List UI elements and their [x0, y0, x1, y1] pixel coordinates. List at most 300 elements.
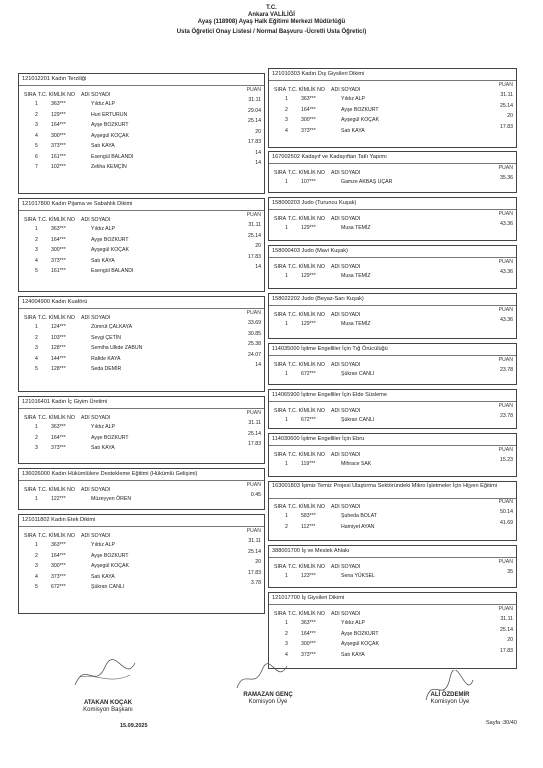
row-puan: 31.11 [248, 420, 261, 426]
header-puan: PUAN [498, 165, 513, 171]
course-section [268, 293, 517, 339]
table-row [269, 317, 516, 329]
row-sira: 1 [285, 96, 288, 102]
row-puan: 50.14 [500, 509, 513, 515]
row-sira: 1 [285, 620, 288, 626]
header-ad: ADI SOYADI [331, 87, 361, 93]
course-title: 114035000 İşitme Engelliler İçin Tığ Örücülüğü [269, 344, 516, 356]
row-puan: 30.85 [248, 330, 261, 337]
header-sira: SIRA [274, 362, 287, 368]
header-ad: ADI SOYADI [81, 533, 111, 539]
row-tc: 129*** [301, 273, 316, 279]
header-line-3: Ayaş (118908) Ayaş Halk Eğitimi Merkezi Müdürlüğü [197, 19, 346, 25]
header-sira: SIRA [24, 315, 37, 321]
header-puan: PUAN [246, 212, 261, 218]
row-name: Satı KAYA [91, 257, 115, 264]
course-title: 158000203 Judo (Turuncu Kuşak) [269, 198, 516, 210]
course-title: 121011802 Kadın Etek Dikimi [19, 515, 264, 527]
row-tc: 672*** [51, 584, 66, 590]
row-sira: 3 [285, 641, 288, 647]
table-row [269, 113, 516, 125]
header-puan: PUAN [246, 482, 261, 488]
row-tc: 373*** [301, 127, 316, 134]
row-puan: 43.36 [500, 221, 513, 227]
row-name: Şükran CANLI [91, 584, 125, 590]
table-row [19, 548, 264, 561]
course-section [268, 245, 517, 289]
signature-name: ATAKAN KOÇAK [83, 700, 133, 706]
header-puan: PUAN [498, 403, 513, 409]
row-name: Musa TEMİZ [341, 321, 371, 327]
row-name: Yıldız ALP [91, 542, 115, 548]
header-sira: SIRA [274, 264, 287, 270]
row-name: Zeliha KEMÇİN [91, 164, 127, 170]
row-tc: 102*** [51, 164, 66, 170]
row-puan: 17.83 [248, 569, 261, 576]
table-row [269, 569, 516, 581]
row-sira: 6 [35, 153, 38, 160]
header-line-2: Ankara VALİLİĞİ [248, 12, 295, 18]
row-tc: 363*** [51, 424, 66, 430]
row-sira: 1 [35, 542, 38, 548]
signature-title: Komisyon Başkanı [83, 707, 133, 713]
row-name: Yıldız ALP [341, 620, 365, 626]
header-tc: T.C. KİMLİK NO [288, 452, 325, 458]
course-title: 158022202 Judo (Beyaz-Sarı Kuşak) [269, 294, 516, 306]
row-puan: 14 [255, 362, 261, 368]
row-name: Ayşegül KOÇAK [341, 641, 379, 647]
row-name: Ayşegül KOÇAK [91, 563, 129, 569]
course-title: 121017800 Kadın Pijama ve Sabahlık Dikimi [19, 199, 264, 211]
table-row [19, 160, 264, 172]
row-tc: 583*** [301, 513, 316, 519]
row-sira: 4 [35, 257, 38, 264]
row-tc: 672*** [301, 371, 316, 377]
header-sira: SIRA [24, 415, 37, 421]
course-section [268, 545, 517, 588]
header-ad: ADI SOYADI [331, 504, 361, 510]
table-row [269, 637, 516, 649]
table-row [269, 413, 516, 425]
table-row [269, 367, 516, 379]
course-section [18, 468, 265, 510]
table-row [19, 253, 264, 266]
row-name: Ayşe BOZKURT [91, 236, 129, 243]
header-puan: PUAN [498, 307, 513, 313]
header-ad: ADI SOYADI [331, 408, 361, 414]
header-sira: SIRA [274, 87, 287, 93]
row-tc: 363*** [51, 542, 66, 548]
row-name: Ayşe BOZKURT [341, 106, 379, 113]
table-row [19, 149, 264, 162]
table-row [269, 626, 516, 639]
header-sira: SIRA [274, 312, 287, 318]
row-tc: 103*** [51, 334, 66, 341]
row-name: Seda DEMİR [91, 366, 122, 372]
row-puan: 17.83 [500, 647, 513, 654]
course-section [268, 433, 517, 477]
row-sira: 2 [35, 236, 38, 243]
header-tc: T.C. KİMLİK NO [38, 217, 75, 223]
row-sira: 2 [285, 630, 288, 637]
row-name: Yıldız ALP [91, 226, 115, 232]
header-puan: PUAN [246, 87, 261, 93]
table-row [19, 351, 264, 364]
page-number: Sayfa :30/40 [486, 720, 517, 726]
table-row [19, 222, 264, 234]
table-row [19, 341, 264, 353]
row-tc: 300*** [301, 117, 316, 123]
row-name: Yıldız ALP [341, 96, 365, 102]
signature-scribble-1 [70, 655, 140, 695]
row-sira: 5 [35, 268, 38, 274]
course-title: 158000403 Judo (Mavi Kuşak) [269, 246, 516, 258]
row-puan: 20 [507, 113, 513, 119]
document-date: 15.09.2025 [120, 723, 148, 729]
row-tc: 300*** [51, 132, 66, 139]
row-puan: 25.14 [248, 232, 261, 239]
header-sira: SIRA [24, 92, 37, 98]
header-sira: SIRA [274, 504, 287, 510]
row-puan: 25.14 [500, 626, 513, 633]
header-tc: T.C. KİMLİK NO [288, 408, 325, 414]
header-puan: PUAN [498, 499, 513, 505]
table-row [269, 509, 516, 521]
course-section [268, 151, 517, 193]
table-row [19, 243, 264, 255]
table-row [269, 102, 516, 115]
header-ad: ADI SOYADI [331, 216, 361, 222]
header-ad: ADI SOYADI [81, 315, 111, 321]
row-tc: 300*** [51, 563, 66, 569]
course-title: 163001803 İşimiz Temiz Projesi Ulaştırma Sektöründeki Mikro İşletmeler İçin Hijyen Eğitimi [269, 482, 516, 499]
row-tc: 373*** [51, 445, 66, 451]
table-row [19, 232, 264, 245]
row-sira: 1 [285, 321, 288, 327]
header-puan: PUAN [498, 357, 513, 363]
row-tc: 124*** [51, 324, 66, 330]
row-sira: 4 [35, 573, 38, 580]
table-row [269, 519, 516, 532]
row-puan: 25.14 [248, 118, 261, 124]
row-tc: 363*** [51, 101, 66, 107]
table-row [19, 492, 264, 504]
signature-member-1 [218, 692, 318, 705]
row-tc: 164*** [51, 434, 66, 441]
header-tc: T.C. KİMLİK NO [38, 92, 75, 98]
row-tc: 129*** [301, 225, 316, 231]
row-name: Musa TEMİZ [341, 225, 371, 231]
row-name: Şükran CANLI [341, 371, 375, 377]
row-sira: 4 [285, 651, 288, 658]
row-sira: 2 [35, 111, 38, 118]
row-sira: 3 [35, 563, 38, 569]
row-name: Ayşe BOZKURT [91, 434, 129, 441]
header-puan: PUAN [498, 559, 513, 565]
row-sira: 4 [285, 127, 288, 134]
table-row [19, 538, 264, 550]
course-section [268, 481, 517, 541]
table-row [269, 175, 516, 187]
table-row [269, 221, 516, 233]
row-tc: 164*** [51, 122, 66, 128]
row-sira: 1 [35, 101, 38, 107]
row-puan: 17.83 [500, 123, 513, 130]
header-tc: T.C. KİMLİK NO [288, 362, 325, 368]
header-ad: ADI SOYADI [331, 362, 361, 368]
table-row [19, 420, 264, 432]
row-tc: 373*** [301, 651, 316, 658]
row-sira: 5 [35, 143, 38, 149]
row-puan: 25.38 [248, 341, 261, 347]
row-sira: 1 [285, 179, 288, 185]
course-title: 114030600 İşitme Engelliler İçin Ebru [269, 434, 516, 446]
row-tc: 373*** [51, 143, 66, 149]
row-tc: 164*** [51, 236, 66, 243]
row-sira: 1 [35, 226, 38, 232]
row-puan: 20 [255, 128, 261, 135]
row-puan: 17.83 [248, 441, 261, 447]
row-tc: 129*** [51, 111, 66, 118]
row-name: Müzeyyen ÖREN [91, 496, 132, 502]
row-name: Şükran CANLI [341, 417, 375, 423]
row-tc: 300*** [301, 641, 316, 647]
header-sira: SIRA [274, 564, 287, 570]
header-ad: ADI SOYADI [331, 564, 361, 570]
row-sira: 5 [35, 584, 38, 590]
header-tc: T.C. KİMLİK NO [38, 487, 75, 493]
row-sira: 2 [35, 552, 38, 559]
header-puan: PUAN [246, 310, 261, 316]
row-puan: 0.45 [250, 492, 261, 498]
header-ad: ADI SOYADI [81, 415, 111, 421]
row-puan: 14 [255, 160, 261, 166]
course-title: 124004900 Kadın Kuaförü [19, 297, 264, 309]
table-row [269, 647, 516, 660]
table-row [19, 559, 264, 571]
row-sira: 3 [35, 445, 38, 451]
row-puan: 17.83 [248, 253, 261, 260]
row-sira: 2 [285, 523, 288, 530]
header-tc: T.C. KİMLİK NO [38, 533, 75, 539]
course-section [18, 396, 265, 464]
row-puan: 31.11 [248, 222, 261, 228]
table-row [19, 430, 264, 443]
header-puan: PUAN [498, 211, 513, 217]
table-row [269, 92, 516, 104]
header-sira: SIRA [274, 170, 287, 176]
row-tc: 363*** [301, 96, 316, 102]
row-name: Gamze AKBAŞ UÇAR [341, 179, 393, 185]
signature-name: ALİ ÖZDEMİR [430, 692, 470, 698]
table-row [19, 118, 264, 130]
row-puan: 17.83 [248, 139, 261, 145]
header-line-4: Usta Öğreticî Onay Listesi / Normal Başvuru -Ücretli Usta Öğretici) [176, 29, 367, 35]
row-sira: 1 [285, 417, 288, 423]
table-row [269, 616, 516, 628]
row-name: Ayşe BOZKURT [341, 630, 379, 637]
row-puan: 20 [507, 637, 513, 643]
row-name: Rafide KAYA [91, 355, 121, 362]
row-name: Musa TEMİZ [341, 273, 371, 279]
row-puan: 15.23 [500, 457, 513, 463]
course-section [268, 389, 517, 429]
course-title: 121017700 İş Giysileri Dikimi [269, 593, 516, 605]
row-tc: 300*** [51, 247, 66, 253]
course-title: 121010303 Kadın Dış Giysileri Dikimi [269, 69, 516, 81]
header-sira: SIRA [274, 408, 287, 414]
table-row [19, 330, 264, 343]
row-name: Zümrüt ÇALKAYA [91, 324, 133, 330]
row-name: Hamiyet AYAN [341, 523, 375, 530]
header-tc: T.C. KİMLİK NO [288, 87, 325, 93]
table-row [19, 139, 264, 151]
row-tc: 107*** [301, 179, 316, 185]
row-name: Şuheda BOLAT [341, 513, 377, 519]
header-sira: SIRA [24, 487, 37, 493]
row-sira: 2 [285, 106, 288, 113]
header-ad: ADI SOYADI [331, 264, 361, 270]
table-row [19, 97, 264, 109]
course-section [18, 73, 265, 194]
row-tc: 122*** [51, 496, 66, 502]
row-name: Ayşe BOZKURT [91, 552, 129, 559]
row-name: Satı KAYA [91, 573, 115, 580]
row-tc: 128*** [51, 345, 66, 351]
header-sira: SIRA [24, 217, 37, 223]
row-puan: 43.36 [500, 269, 513, 275]
header-tc: T.C. KİMLİK NO [288, 504, 325, 510]
header-sira: SIRA [274, 611, 287, 617]
header-puan: PUAN [498, 606, 513, 612]
course-section [268, 197, 517, 241]
header-ad: ADI SOYADI [331, 170, 361, 176]
row-tc: 363*** [51, 226, 66, 232]
row-name: Esengül BALANDI [91, 153, 134, 160]
signature-chair [58, 700, 158, 713]
header-ad: ADI SOYADI [331, 452, 361, 458]
row-sira: 1 [285, 573, 288, 579]
row-sira: 1 [35, 496, 38, 502]
row-puan: 3.78 [250, 580, 261, 586]
course-title: 136026000 Kadın Hükümlülere Destekleme Eğitimi (Hükümlü Gelişimi) [19, 469, 264, 481]
signature-member-2 [400, 692, 500, 705]
row-tc: 161*** [51, 153, 66, 160]
signature-name: RAMAZAN GENÇ [243, 692, 293, 698]
header-tc: T.C. KİMLİK NO [288, 312, 325, 318]
header-puan: PUAN [498, 82, 513, 88]
row-name: Ayşegül KOÇAK [91, 247, 129, 253]
row-name: Sevgi ÇETİN [91, 334, 121, 341]
row-sira: 1 [35, 324, 38, 330]
row-tc: 112*** [301, 523, 316, 530]
course-section [18, 296, 265, 392]
row-puan: 14 [255, 264, 261, 270]
table-row [19, 320, 264, 332]
row-sira: 1 [285, 461, 288, 467]
row-tc: 161*** [51, 268, 66, 274]
header-tc: T.C. KİMLİK NO [38, 415, 75, 421]
row-puan: 31.11 [500, 92, 513, 98]
header-puan: PUAN [498, 259, 513, 265]
row-puan: 23.78 [500, 413, 513, 419]
row-puan: 14 [255, 149, 261, 156]
course-section [18, 198, 265, 292]
header-puan: PUAN [498, 447, 513, 453]
signature-scribble-2 [232, 660, 292, 695]
row-puan: 43.36 [500, 317, 513, 323]
table-row [19, 580, 264, 592]
row-sira: 3 [285, 117, 288, 123]
table-row [19, 441, 264, 453]
row-puan: 33.69 [248, 320, 261, 326]
row-tc: 672*** [301, 417, 316, 423]
row-puan: 24.07 [248, 351, 261, 358]
table-row [269, 123, 516, 136]
course-title: 167002502 Kadayıf ve Kadayıftan Tatlı Yapımı [269, 152, 516, 164]
row-tc: 373*** [51, 573, 66, 580]
row-sira: 2 [35, 434, 38, 441]
table-row [19, 569, 264, 582]
row-puan: 31.11 [248, 538, 261, 544]
course-section [268, 343, 517, 385]
row-name: Ayşe BOZKURT [91, 122, 129, 128]
row-sira: 4 [35, 355, 38, 362]
row-puan: 20 [255, 243, 261, 249]
row-name: Ayşegül KOÇAK [341, 117, 379, 123]
table-row [19, 362, 264, 374]
row-sira: 7 [35, 164, 38, 170]
header-line-1: T.C. [266, 5, 277, 11]
row-puan: 25.14 [248, 430, 261, 437]
course-title: 114065900 İşitme Engelliler İçin Elde Süsleme [269, 390, 516, 402]
row-sira: 3 [35, 345, 38, 351]
header-puan: PUAN [246, 410, 261, 416]
header-tc: T.C. KİMLİK NO [288, 264, 325, 270]
table-row [19, 107, 264, 120]
row-puan: 25.14 [500, 102, 513, 109]
header-tc: T.C. KİMLİK NO [38, 315, 75, 321]
row-name: Mihrace SAK [341, 461, 372, 467]
row-name: Yıldız ALP [91, 424, 115, 430]
row-puan: 35 [507, 569, 513, 575]
header-sira: SIRA [274, 452, 287, 458]
table-row [19, 264, 264, 276]
row-tc: 144*** [51, 355, 66, 362]
row-puan: 23.78 [500, 367, 513, 373]
row-name: Yıldız ALP [91, 101, 115, 107]
course-title: 388001700 İş ve Meslek Ahlakı [269, 546, 516, 558]
row-name: Satı KAYA [341, 127, 365, 134]
signature-title: Komisyon Üye [430, 699, 470, 705]
row-puan: 20 [255, 559, 261, 565]
header-ad: ADI SOYADI [331, 312, 361, 318]
header-tc: T.C. KİMLİK NO [288, 170, 325, 176]
row-sira: 1 [285, 513, 288, 519]
row-tc: 129*** [301, 321, 316, 327]
row-sira: 1 [35, 424, 38, 430]
row-name: Satı KAYA [91, 143, 115, 149]
table-row [269, 457, 516, 469]
row-tc: 164*** [301, 106, 316, 113]
header-ad: ADI SOYADI [331, 611, 361, 617]
row-tc: 164*** [301, 630, 316, 637]
row-puan: 35.36 [500, 175, 513, 181]
row-name: Huri ERTURUN [91, 111, 128, 118]
row-name: Semiha Ulkde ZABUN [91, 345, 143, 351]
header-tc: T.C. KİMLİK NO [288, 611, 325, 617]
row-puan: 31.11 [248, 97, 261, 103]
